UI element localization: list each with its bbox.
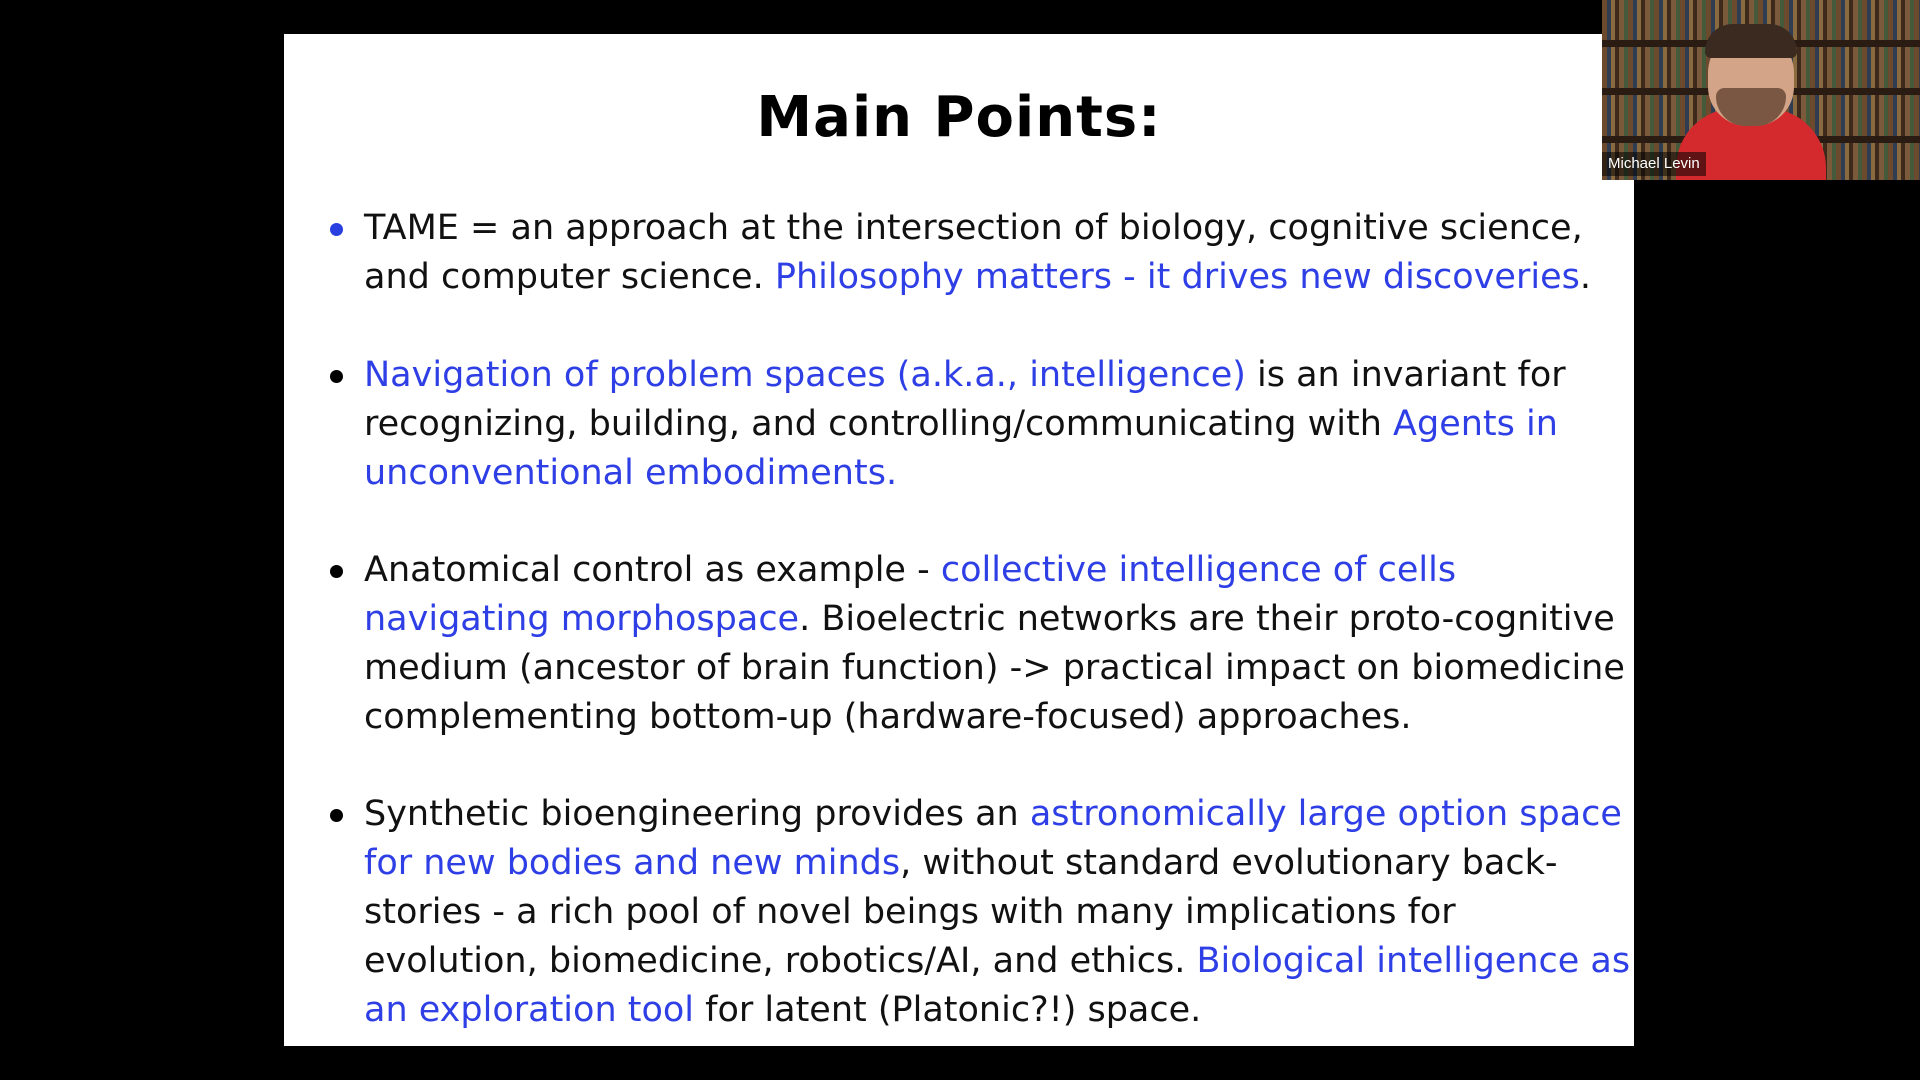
highlighted-text: unconventional embodiments. (364, 453, 898, 493)
bullet-dot-icon (330, 809, 343, 822)
bullet-line (364, 204, 1620, 253)
bullet-line (364, 595, 1620, 644)
bullet-text (364, 204, 1620, 302)
highlighted-text: collective intelligence of cells (940, 550, 1457, 590)
bullet-text (364, 546, 1625, 742)
bullet-text (364, 351, 1620, 498)
bullet-point (330, 204, 1620, 302)
body-text: . (1579, 257, 1591, 297)
bullet-line (364, 351, 1620, 400)
body-text: medium (ancestor of brain function) -> practical impact on biomedicine (364, 648, 1625, 688)
participant-name-label: Michael Levin (1602, 152, 1706, 176)
bullet-dot-icon (330, 370, 343, 383)
bullet-line (364, 790, 1620, 839)
bullet-text (364, 790, 1631, 1035)
highlighted-text: astronomically large option space (1029, 794, 1622, 834)
highlighted-text: Biological intelligence as (1196, 941, 1631, 981)
highlighted-text: Navigation of problem spaces (a.k.a., intelligence) (364, 355, 1246, 395)
body-text: Synthetic bioengineering provides an (364, 794, 1030, 834)
bullet-line (364, 400, 1620, 449)
body-text: . Bioelectric networks are their proto-cognitive (799, 599, 1615, 639)
body-text: TAME = an approach at the intersection of biology, cognitive science, (364, 208, 1583, 248)
body-text: stories - a rich pool of novel beings with many implications for (364, 892, 1456, 932)
bullet-point (330, 790, 1631, 1035)
participant-hair (1705, 24, 1797, 58)
highlighted-text: an exploration tool (364, 990, 695, 1030)
highlighted-text: navigating morphospace (364, 599, 800, 639)
highlighted-text: Agents in (1393, 404, 1558, 444)
bullet-dot-icon (330, 223, 343, 236)
body-text: for latent (Platonic?!) space. (694, 990, 1202, 1030)
body-text: Anatomical control as example - (364, 550, 941, 590)
body-text: recognizing, building, and controlling/communicating with (364, 404, 1394, 444)
bullet-line (364, 546, 1620, 595)
bullet-line (364, 839, 1620, 888)
bullet-point (330, 546, 1625, 742)
bullet-dot-icon (330, 565, 343, 578)
bullet-line (364, 888, 1620, 937)
bullet-line (364, 986, 1620, 1035)
highlighted-text: for new bodies and new minds (364, 843, 901, 883)
slide-title: Main Points: (756, 85, 1162, 150)
highlighted-text: Philosophy matters - it drives new discoveries (774, 257, 1580, 297)
bullet-line (364, 253, 1620, 302)
body-text: evolution, biomedicine, robotics/AI, and ethics. (364, 941, 1197, 981)
bullet-line (364, 693, 1620, 742)
presentation-slide (284, 34, 1634, 1046)
bullet-point (330, 351, 1620, 498)
bullet-line (364, 644, 1625, 693)
body-text: and computer science. (364, 257, 775, 297)
body-text: , without standard evolutionary back- (900, 843, 1558, 883)
body-text: is an invariant for (1245, 355, 1566, 395)
body-text: complementing bottom-up (hardware-focused) approaches. (364, 697, 1412, 737)
bullet-line (364, 937, 1631, 986)
participant-video-tile[interactable] (1602, 0, 1920, 180)
bullet-line (364, 449, 1620, 498)
